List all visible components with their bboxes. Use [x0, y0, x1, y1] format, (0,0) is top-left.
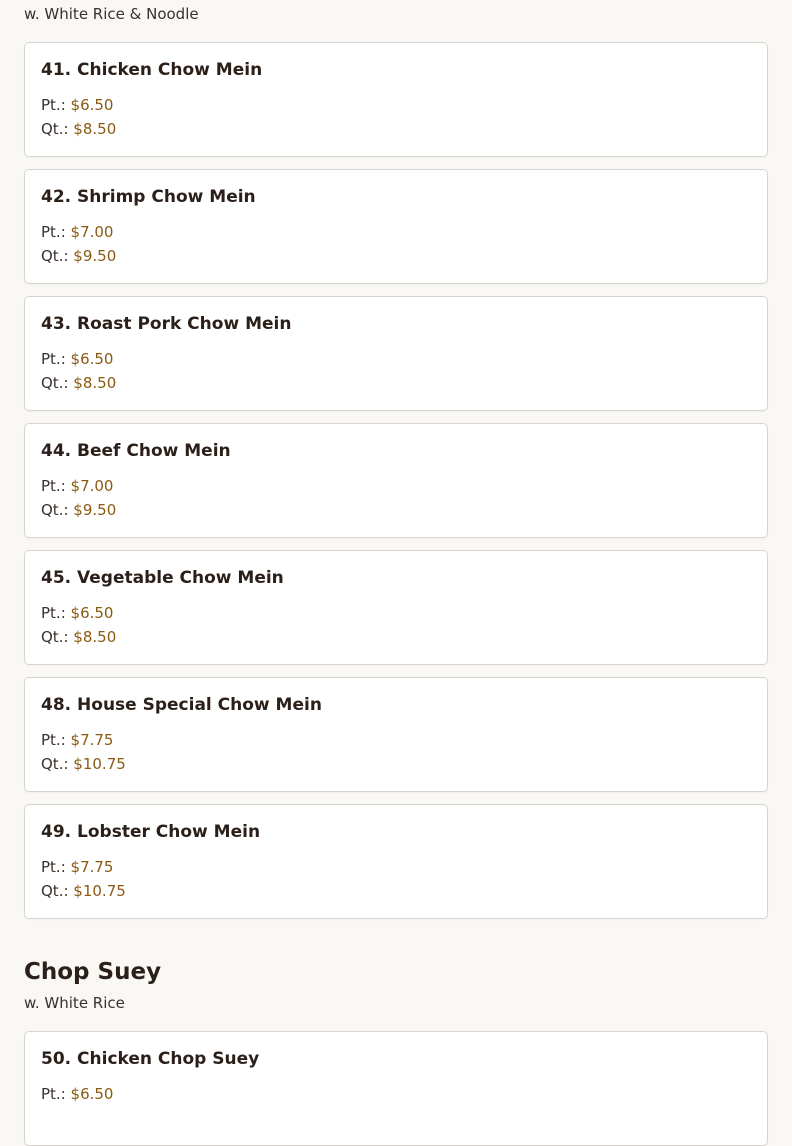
menu-item-card[interactable]: [24, 804, 768, 919]
pint-price: $6.50: [70, 1085, 114, 1103]
menu-item-card[interactable]: [24, 1031, 768, 1146]
menu-item-title: 44. Beef Chow Mein: [41, 441, 231, 461]
pint-price: $7.75: [70, 731, 114, 749]
pint-label: Pt.:: [41, 604, 66, 622]
menu-item-title: 50. Chicken Chop Suey: [41, 1049, 260, 1069]
quart-price: $10.75: [73, 755, 126, 773]
pint-price: $6.50: [70, 604, 114, 622]
chow-mein-subtitle: w. White Rice & Noodle: [24, 5, 199, 23]
chop-suey-section-title: Chop Suey: [24, 959, 162, 985]
pint-price-line: [41, 601, 751, 625]
quart-price-line: [41, 244, 751, 268]
menu-item-card[interactable]: [24, 42, 768, 157]
menu-item-card[interactable]: [24, 550, 768, 665]
menu-item-title: 48. House Special Chow Mein: [41, 695, 322, 715]
quart-price-line: [41, 498, 751, 522]
menu-item-card[interactable]: [24, 296, 768, 411]
pint-price: $7.75: [70, 858, 114, 876]
quart-price: $8.50: [73, 628, 117, 646]
quart-price: $9.50: [73, 247, 117, 265]
menu-item-card[interactable]: [24, 423, 768, 538]
quart-price-line: [41, 879, 751, 903]
pint-price: $6.50: [70, 96, 114, 114]
quart-label: Qt.:: [41, 755, 69, 773]
quart-price-line: [41, 625, 751, 649]
menu-item-title: 49. Lobster Chow Mein: [41, 822, 261, 842]
pint-price-line: [41, 220, 751, 244]
quart-label: Qt.:: [41, 882, 69, 900]
pint-price-line: [41, 1082, 751, 1106]
pint-label: Pt.:: [41, 350, 66, 368]
quart-label: Qt.:: [41, 628, 69, 646]
quart-price: $8.50: [73, 120, 117, 138]
menu-item-card[interactable]: [24, 169, 768, 284]
pint-label: Pt.:: [41, 223, 66, 241]
pint-price-line: [41, 728, 751, 752]
pint-price: $7.00: [70, 223, 114, 241]
pint-price-line: [41, 347, 751, 371]
quart-label: Qt.:: [41, 374, 69, 392]
quart-label: Qt.:: [41, 501, 69, 519]
quart-price: $8.50: [73, 374, 117, 392]
quart-label: Qt.:: [41, 120, 69, 138]
chop-suey-subtitle: w. White Rice: [24, 994, 125, 1012]
pint-label: Pt.:: [41, 858, 66, 876]
pint-price: $6.50: [70, 350, 114, 368]
pint-label: Pt.:: [41, 96, 66, 114]
quart-price-line: [41, 752, 751, 776]
quart-price-line: [41, 371, 751, 395]
pint-price: $7.00: [70, 477, 114, 495]
quart-label: Qt.:: [41, 247, 69, 265]
quart-price: $10.75: [73, 882, 126, 900]
pint-price-line: [41, 474, 751, 498]
pint-price-line: [41, 855, 751, 879]
pint-label: Pt.:: [41, 731, 66, 749]
pint-label: Pt.:: [41, 477, 66, 495]
pint-price-line: [41, 93, 751, 117]
quart-price-line: [41, 117, 751, 141]
menu-item-title: 43. Roast Pork Chow Mein: [41, 314, 292, 334]
pint-label: Pt.:: [41, 1085, 66, 1103]
menu-item-title: 41. Chicken Chow Mein: [41, 60, 263, 80]
menu-item-title: 42. Shrimp Chow Mein: [41, 187, 256, 207]
menu-item-title: 45. Vegetable Chow Mein: [41, 568, 284, 588]
menu-item-card[interactable]: [24, 677, 768, 792]
quart-price: $9.50: [73, 501, 117, 519]
